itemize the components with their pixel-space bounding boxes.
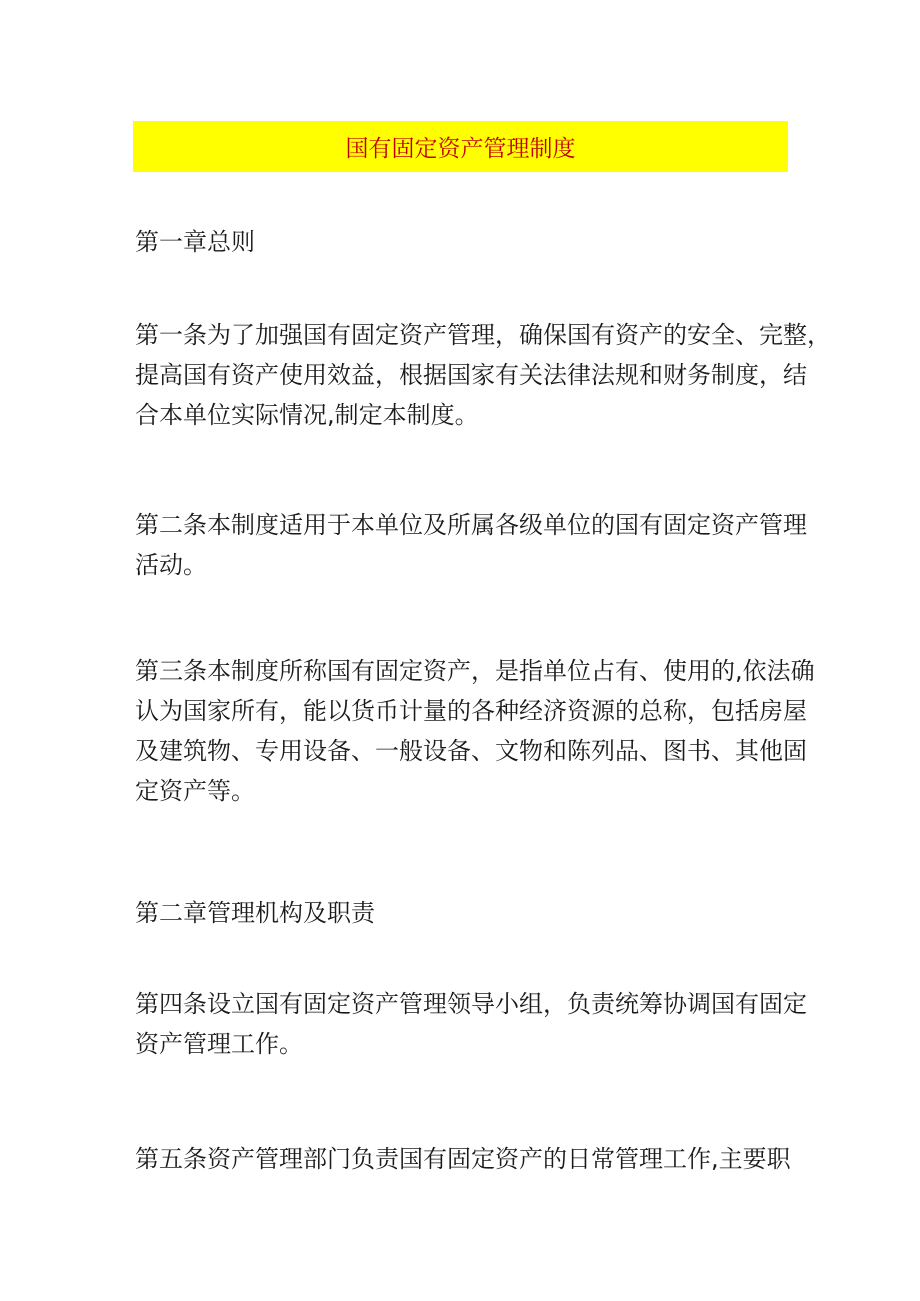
paragraph-line: 第一条为了加强国有固定资产管理，确保国有资产的安全、完整， [135, 321, 831, 349]
article-4-paragraph [135, 984, 807, 1064]
chapter-1-heading [135, 222, 795, 262]
chapter-2-heading [135, 893, 795, 933]
paragraph-line: 定资产等。 [135, 777, 255, 805]
paragraph-line: 第二条本制度适用于本单位及所属各级单位的国有固定资产管理 [135, 511, 807, 539]
paragraph-line: 提高国有资产使用效益，根据国家有关法律法规和财务制度，结 [135, 361, 807, 389]
article-3-paragraph [135, 651, 815, 811]
paragraph-line: 资产管理工作。 [135, 1030, 303, 1058]
article-1-paragraph [135, 315, 831, 435]
article-2-paragraph [135, 505, 807, 585]
paragraph-line: 及建筑物、专用设备、一般设备、文物和陈列品、图书、其他固 [135, 737, 807, 765]
paragraph-line: 认为国家所有，能以货币计量的各种经济资源的总称，包括房屋 [135, 697, 807, 725]
paragraph-line: 活动。 [135, 551, 207, 579]
paragraph-line: 第五条资产管理部门负责国有固定资产的日常管理工作,主要职 [135, 1145, 791, 1173]
chapter-heading-text: 第二章管理机构及职责 [135, 899, 375, 927]
chapter-heading-text: 第一章总则 [135, 228, 255, 256]
paragraph-line: 第四条设立国有固定资产管理领导小组，负责统筹协调国有固定 [135, 990, 807, 1018]
document-title: 国有固定资产管理制度 [345, 136, 576, 162]
paragraph-line: 合本单位实际情况,制定本制度。 [135, 401, 479, 429]
title-banner [133, 121, 788, 172]
article-5-paragraph [135, 1139, 795, 1179]
paragraph-line: 第三条本制度所称国有固定资产，是指单位占有、使用的,依法确 [135, 657, 815, 685]
